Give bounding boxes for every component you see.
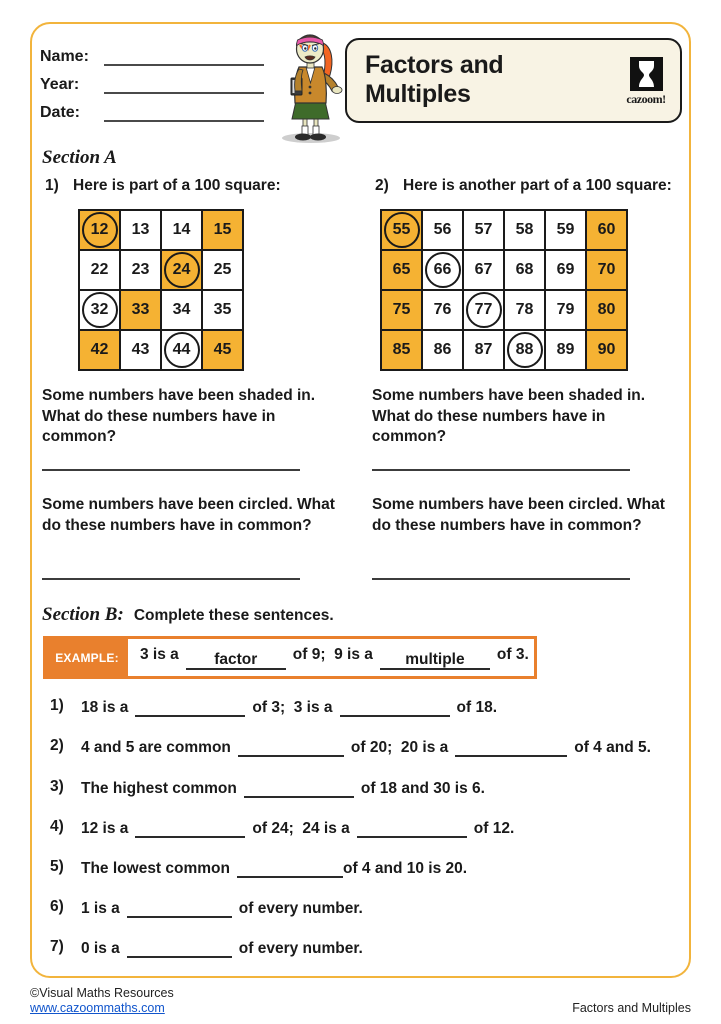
sentence-text: The lowest common [81, 860, 230, 877]
sentence-text: 18 is a [81, 699, 129, 716]
circle-mark [507, 332, 543, 368]
sentence-text: of 18 and 30 is 6. [360, 780, 485, 797]
q3-sentence [81, 778, 485, 798]
answer-line-shaded-right[interactable] [372, 469, 630, 471]
name-field-row [40, 44, 264, 66]
sentence-question-3 [50, 778, 485, 798]
example-label: EXAMPLE: [46, 639, 128, 676]
question-1-text: Here is part of a 100 square: [73, 177, 281, 194]
q7-number: 7) [50, 938, 64, 955]
sentence-text: of 18. [456, 699, 498, 716]
sentence-text: 0 is a [81, 940, 120, 957]
circle-mark [466, 292, 502, 328]
filled-answer-blank[interactable]: factor [186, 650, 286, 670]
grid-cell-shaded: 33 [120, 290, 161, 330]
grid-cell: 35 [202, 290, 243, 330]
circled-prompt-right: Some numbers have been circled. What do these numbers have in common? [372, 496, 665, 534]
grid-row [381, 250, 627, 290]
sentence-text: of every number. [238, 940, 363, 957]
question-1-number: 1) [45, 177, 59, 194]
grid-cell: 88 [504, 330, 545, 370]
q5-sentence [81, 858, 467, 878]
filled-answer-blank[interactable]: multiple [380, 650, 490, 670]
section-b-label: Section B: [42, 604, 124, 625]
cazoom-logo-text: cazoom! [626, 92, 666, 106]
grid-cell: 56 [422, 210, 463, 250]
q1-number: 1) [50, 697, 64, 714]
grid-cell: 44 [161, 330, 202, 370]
q2-number: 2) [50, 737, 64, 754]
shaded-prompt-left: Some numbers have been shaded in. What do these numbers have in common? [42, 387, 316, 446]
grid-cell: 79 [545, 290, 586, 330]
grid-cell-shaded: 24 [161, 250, 202, 290]
answer-line-shaded-left[interactable] [42, 469, 300, 471]
grid-cell: 67 [463, 250, 504, 290]
answer-blank[interactable] [244, 778, 354, 798]
answer-line-circled-right[interactable] [372, 578, 630, 580]
grid-row [79, 250, 243, 290]
date-label: Date: [40, 104, 81, 121]
answer-blank[interactable] [237, 858, 343, 878]
q1-sentence [81, 697, 497, 717]
sentence-text: of 24; 24 is a [252, 820, 350, 837]
date-field-row [40, 100, 264, 122]
grid-cell: 76 [422, 290, 463, 330]
cartoon-girl-illustration [266, 21, 354, 145]
date-input-line[interactable] [104, 104, 264, 122]
shaded-prompt-right: Some numbers have been shaded in. What do these numbers have in common? [372, 387, 646, 446]
example-sentence [140, 646, 529, 670]
sentence-text: The highest common [81, 780, 237, 797]
circle-mark [164, 332, 200, 368]
circle-mark [82, 212, 118, 248]
q4-sentence [81, 818, 514, 838]
sentence-question-4 [50, 818, 514, 838]
grid-cell: 14 [161, 210, 202, 250]
sentence-text: of 4 and 10 is 20. [343, 860, 468, 877]
grid-cell-shaded: 60 [586, 210, 627, 250]
answer-line-circled-left[interactable] [42, 578, 300, 580]
q6-sentence [81, 898, 363, 918]
q3-number: 3) [50, 778, 64, 795]
name-label: Name: [40, 48, 89, 65]
circle-mark [384, 212, 420, 248]
grid-cell: 22 [79, 250, 120, 290]
question-2-header [375, 177, 695, 195]
grid-cell: 66 [422, 250, 463, 290]
sentence-question-7 [50, 938, 363, 958]
sentence-text: of 20; 20 is a [350, 739, 449, 756]
grid-cell: 68 [504, 250, 545, 290]
answer-blank[interactable] [127, 898, 232, 918]
sentence-text: of 3; 3 is a [252, 699, 333, 716]
answer-blank[interactable] [357, 818, 467, 838]
circle-mark [425, 252, 461, 288]
grid-row [381, 210, 627, 250]
name-input-line[interactable] [104, 48, 264, 66]
section-b-heading [42, 604, 334, 626]
sentence-text: 1 is a [81, 900, 120, 917]
year-input-line[interactable] [104, 76, 264, 94]
cazoom-logo [624, 57, 668, 107]
grid-row [79, 330, 243, 370]
grid-cell-shaded: 85 [381, 330, 422, 370]
grid-row [79, 210, 243, 250]
answer-blank[interactable] [340, 697, 450, 717]
answer-blank[interactable] [127, 938, 232, 958]
circled-prompt-left: Some numbers have been circled. What do these numbers have in common? [42, 496, 335, 534]
grid-cell-shaded: 90 [586, 330, 627, 370]
answer-blank[interactable] [238, 737, 344, 757]
answer-blank[interactable] [455, 737, 567, 757]
grid-cell: 32 [79, 290, 120, 330]
sentence-question-2 [50, 737, 651, 757]
grid-cell-shaded: 12 [79, 210, 120, 250]
website-link[interactable]: www.cazoommaths.com [30, 1001, 165, 1015]
grid-cell: 34 [161, 290, 202, 330]
answer-blank[interactable] [135, 697, 245, 717]
grid-cell: 23 [120, 250, 161, 290]
grid-cell-shaded: 15 [202, 210, 243, 250]
q6-number: 6) [50, 898, 64, 915]
grid-cell: 78 [504, 290, 545, 330]
example-box [43, 636, 537, 679]
cazoom-logo-icon [630, 57, 663, 91]
grid-cell: 58 [504, 210, 545, 250]
sentence-text: 3 is a [140, 645, 179, 663]
grid-cell: 25 [202, 250, 243, 290]
sentence-question-1 [50, 697, 497, 717]
hundred-square-grid-2 [380, 209, 628, 371]
sentence-text: of every number. [238, 900, 363, 917]
worksheet-title-box [345, 38, 682, 123]
sentence-question-6 [50, 898, 363, 918]
answer-blank[interactable] [135, 818, 245, 838]
year-label: Year: [40, 76, 80, 93]
question-1-header [45, 177, 345, 195]
q4-number: 4) [50, 818, 64, 835]
grid-cell-shaded: 70 [586, 250, 627, 290]
grid-cell-shaded: 55 [381, 210, 422, 250]
sentence-text: 4 and 5 are common [81, 739, 231, 756]
grid-cell: 57 [463, 210, 504, 250]
question-2-text: Here is another part of a 100 square: [403, 177, 672, 194]
q7-sentence [81, 938, 363, 958]
grid-cell: 43 [120, 330, 161, 370]
sentence-text: of 12. [473, 820, 515, 837]
circle-mark [164, 252, 200, 288]
grid-cell-shaded: 65 [381, 250, 422, 290]
grid-cell-shaded: 75 [381, 290, 422, 330]
section-b-instruction: Complete these sentences. [133, 607, 334, 624]
sentence-text: of 4 and 5. [574, 739, 651, 756]
sentence-question-5 [50, 858, 467, 878]
grid-cell: 59 [545, 210, 586, 250]
hundred-square-grid-1 [78, 209, 244, 371]
footer-worksheet-title: Factors and Multiples [572, 1001, 691, 1015]
grid-cell-shaded: 45 [202, 330, 243, 370]
grid-cell: 77 [463, 290, 504, 330]
q2-sentence [81, 737, 651, 757]
grid-cell: 13 [120, 210, 161, 250]
grid-cell: 87 [463, 330, 504, 370]
grid-cell-shaded: 80 [586, 290, 627, 330]
copyright-text: ©Visual Maths Resources [30, 986, 174, 1000]
section-a-heading: Section A [42, 147, 117, 168]
circle-mark [82, 292, 118, 328]
grid-row [79, 290, 243, 330]
question-2-number: 2) [375, 177, 389, 194]
sentence-text: of 9; 9 is a [292, 645, 373, 663]
grid-cell: 89 [545, 330, 586, 370]
sentence-text: of 3. [496, 645, 529, 663]
grid-row [381, 330, 627, 370]
sentence-text: 12 is a [81, 820, 129, 837]
example-body [128, 639, 534, 676]
year-field-row [40, 72, 264, 94]
page-title: Factors and Multiples [365, 51, 504, 108]
q5-number: 5) [50, 858, 64, 875]
grid-cell: 69 [545, 250, 586, 290]
grid-cell: 86 [422, 330, 463, 370]
grid-row [381, 290, 627, 330]
grid-cell-shaded: 42 [79, 330, 120, 370]
